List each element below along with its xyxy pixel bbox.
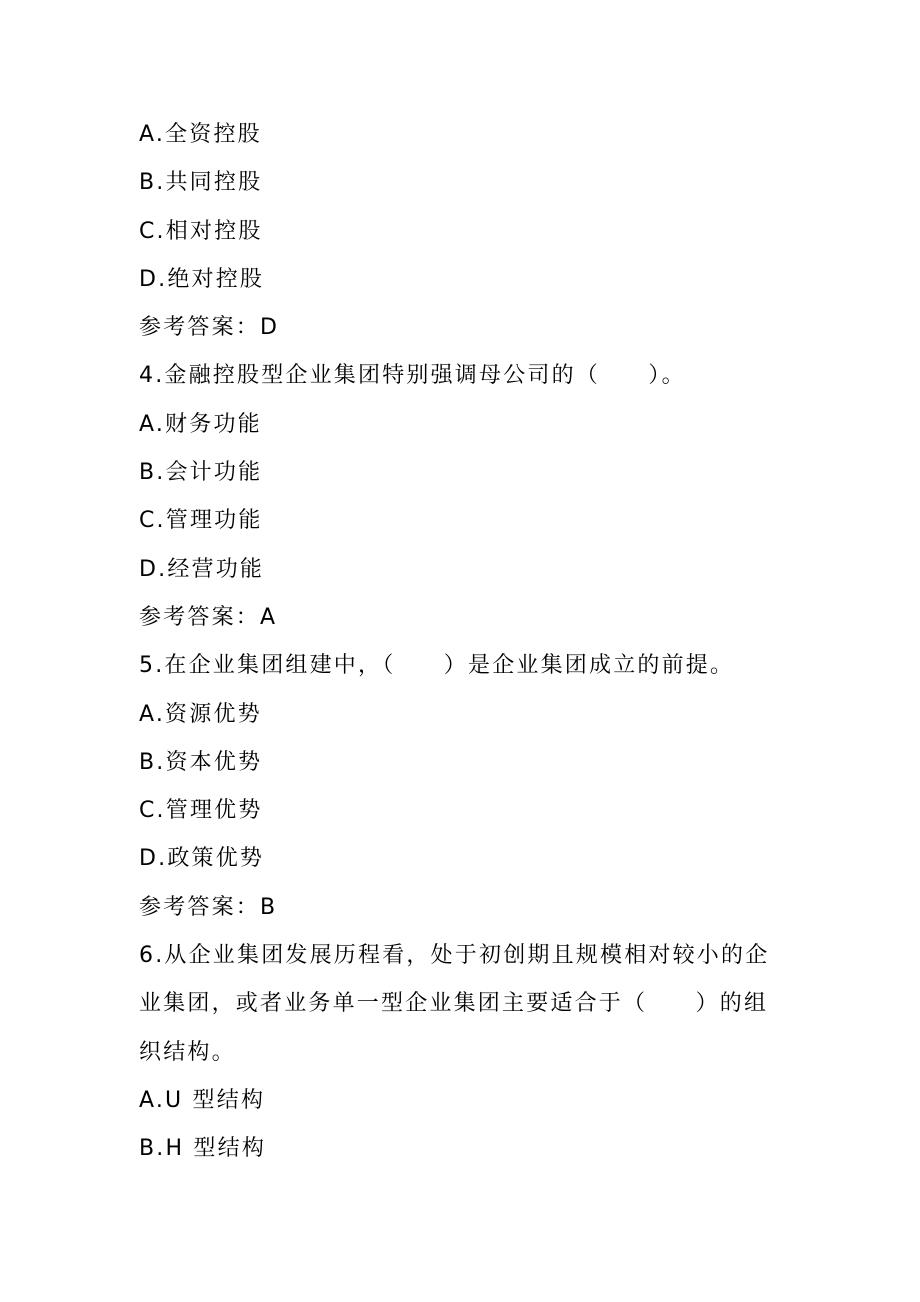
q5-option-a: A.资源优势 [139,701,262,727]
q5-option-b: B.资本优势 [139,749,263,775]
q5-answer: 参考答案：B [139,894,278,920]
q4-answer: 参考答案：A [139,604,278,630]
q4-option-d: D.经营功能 [139,556,265,582]
q6-option-a: A.U 型结构 [139,1087,266,1113]
q4-option-b: B.会计功能 [139,460,263,486]
q6-question-line-3: 织结构。 [139,1039,236,1065]
q4-option-c: C.管理功能 [139,508,263,534]
q5-option-d: D.政策优势 [139,846,265,872]
q3-answer: 参考答案：D [139,315,280,341]
q5-question: 5.在企业集团组建中，（ ）是企业集团成立的前提。 [139,653,735,679]
q6-option-b: B.H 型结构 [139,1136,267,1162]
q5-option-c: C.管理优势 [139,798,263,824]
q4-question: 4.金融控股型企业集团特别强调母公司的（ ）。 [139,363,686,389]
q6-question-line-1: 6.从企业集团发展历程看，处于初创期且规模相对较小的企 [139,943,770,969]
q6-question-line-2: 业集团，或者业务单一型企业集团主要适合于（ ）的组 [139,991,769,1017]
q3-option-a: A.全资控股 [139,122,262,147]
q3-option-c: C.相对控股 [139,218,263,244]
q3-option-d: D.绝对控股 [139,266,265,292]
document-body [139,111,789,1174]
q4-option-a: A.财务功能 [139,411,262,437]
q3-option-b: B.共同控股 [139,170,263,196]
